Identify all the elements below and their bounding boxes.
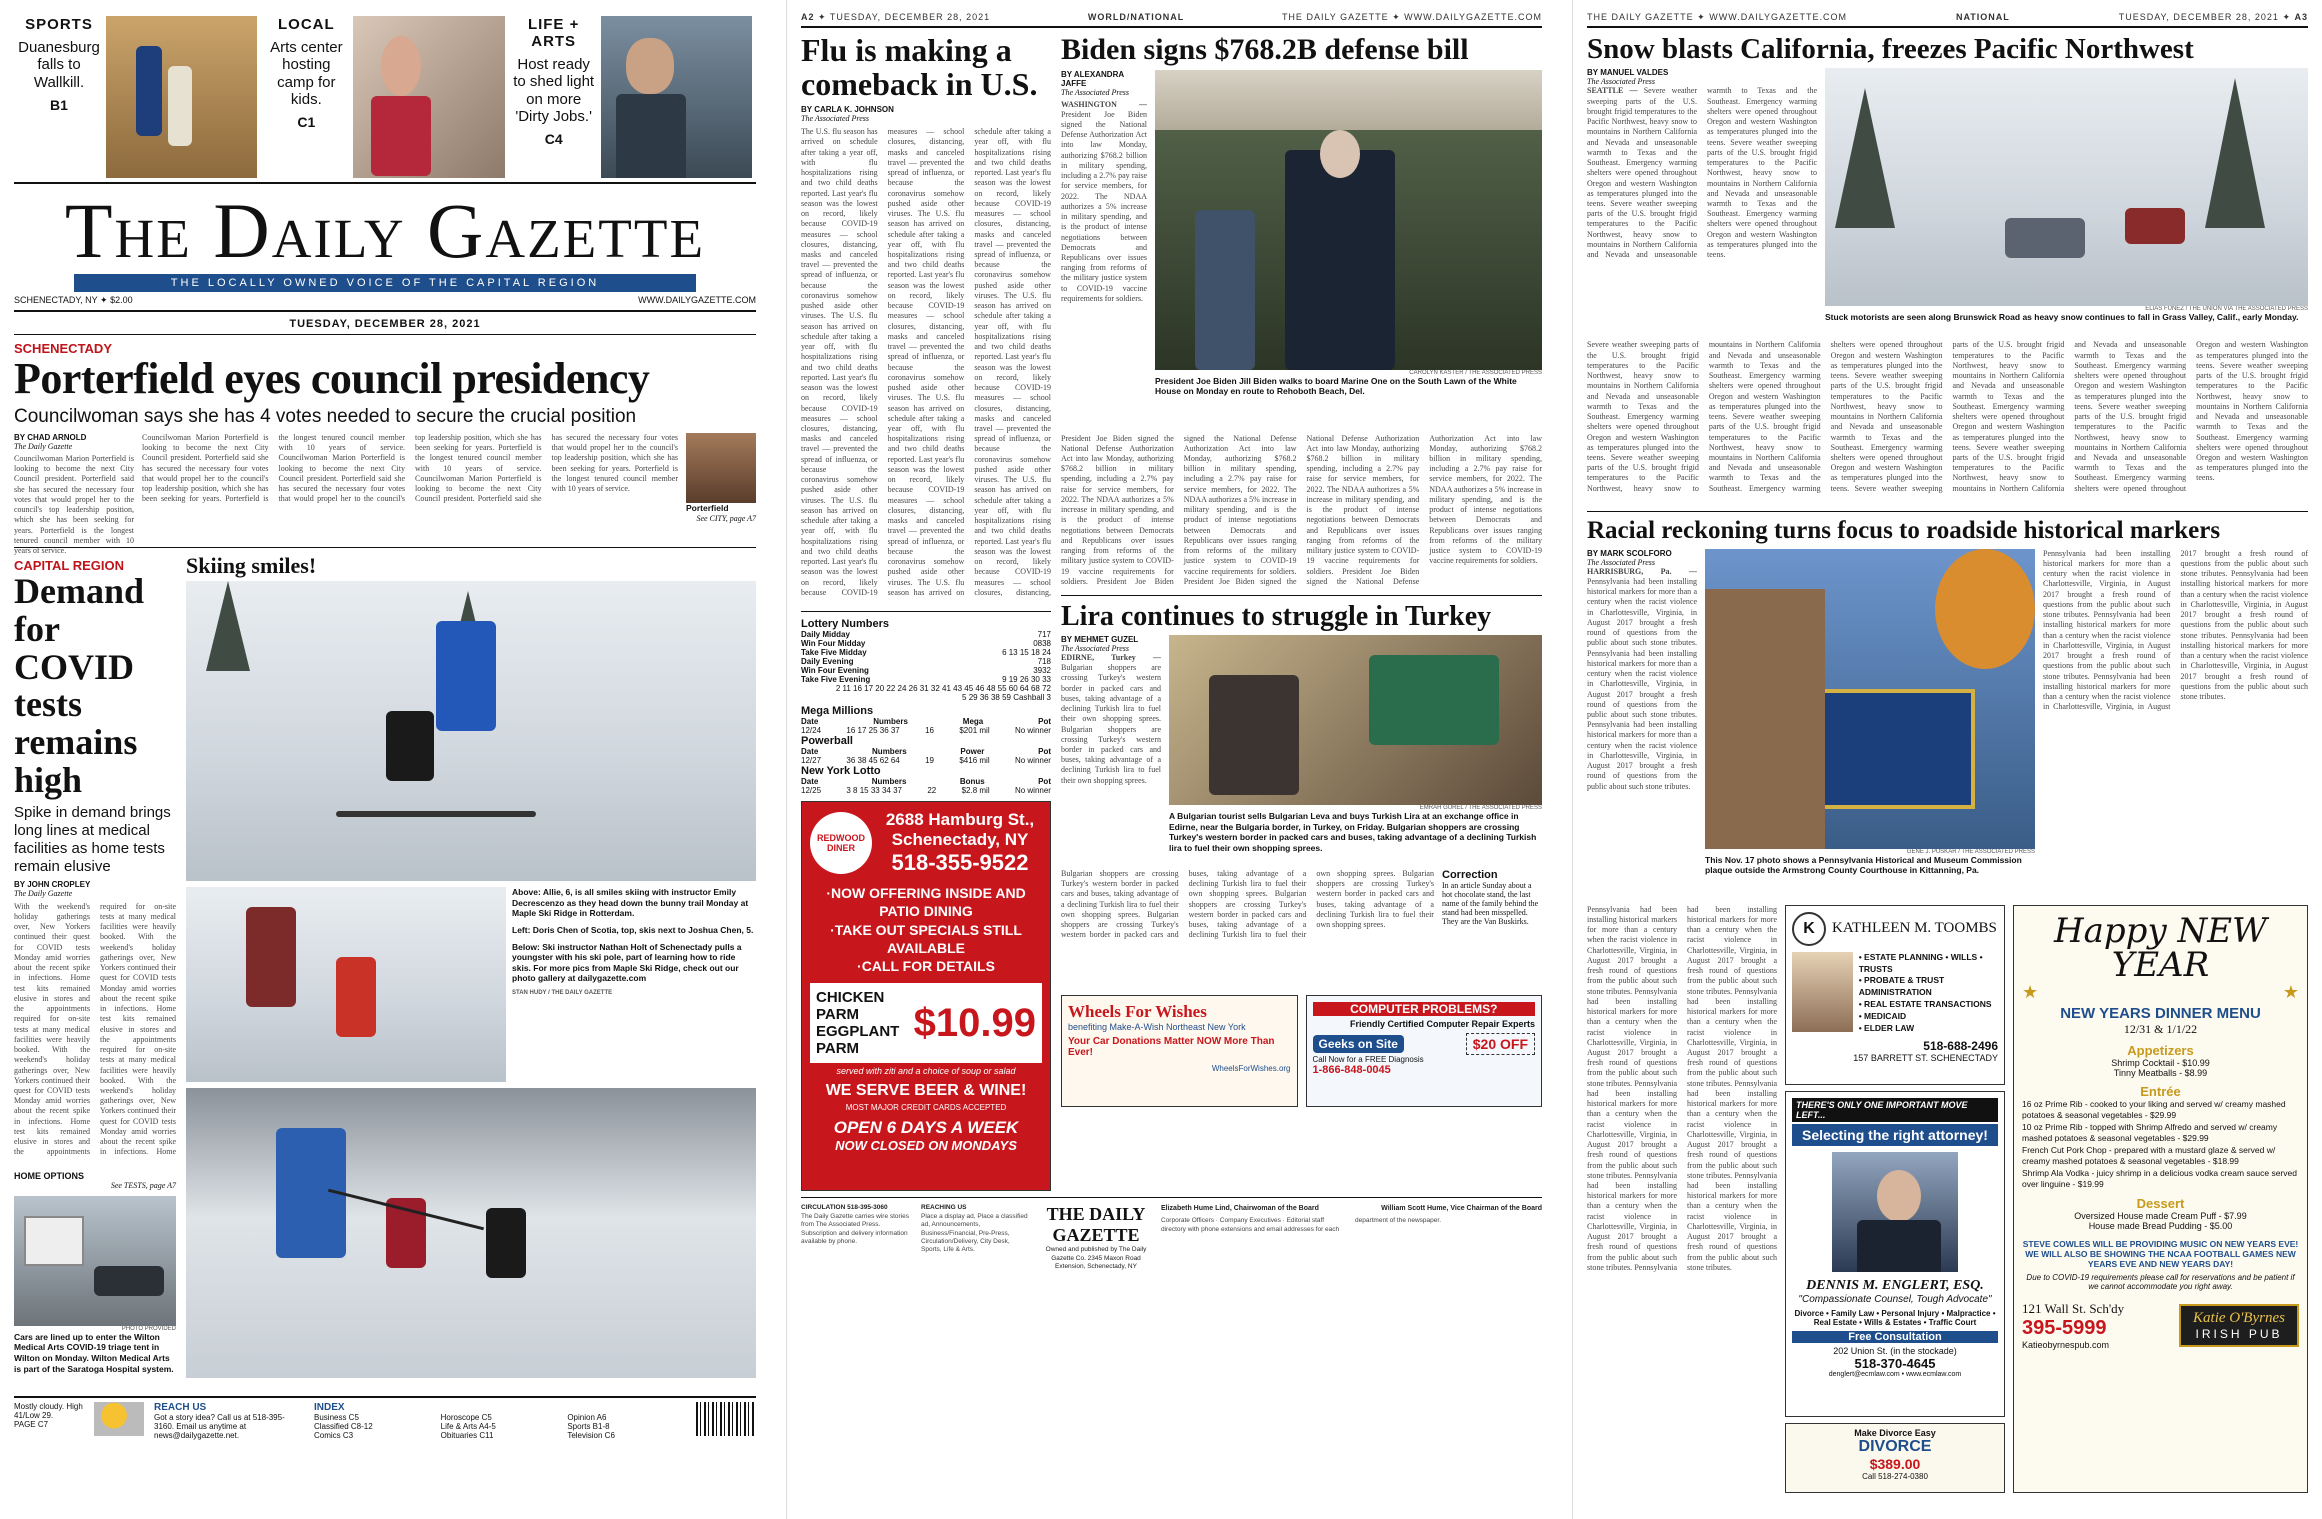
index-item[interactable]: Sports B1-8 bbox=[567, 1421, 610, 1431]
index-item[interactable]: Obituaries C11 bbox=[440, 1430, 494, 1440]
skiing-credit: STAN HUDY / THE DAILY GAZETTE bbox=[512, 990, 613, 997]
redwood-hours: OPEN 6 DAYS A WEEK bbox=[833, 1118, 1019, 1138]
teaser-life-arts[interactable] bbox=[509, 12, 756, 182]
skiing-headline[interactable]: Skiing smiles! bbox=[186, 552, 317, 578]
weather-text: Mostly cloudy. High 41/Low 29. bbox=[14, 1401, 83, 1420]
lottery-box: Lottery Numbers Daily Midday 717 Win Four Midday 0838 Take Five Midday 6 13 15 18 24 Daily Evening 718 Win Four Evening 3932 Take Five Evening 9 19 26 30 33 2 11 16 17 20 22 24 26 31 32 41 43 45 46 48 55 60 64 68 72 5 29 36 38 59 Cashball 3 Mega Millions Date Numbers Mega Pot 12/24 16 17 25 36 37 16 $201 mil No winner Powerball Date Numbers Power Pot 12/27 36 38 45 62 64 19 $416 mil No winner New York Lotto Date Numbers Bonus Pot 12/25 3 8 15 33 34 37 22 $2.8 mil No winner bbox=[801, 618, 1051, 796]
biden-photo-caption: President Joe Biden Jill Biden walks to board Marine One on the South Lawn of the White House on Monday en route to Rehoboth Beach, Del. bbox=[1155, 375, 1517, 397]
defense-body: WASHINGTON — President Joe Biden signed the National Defense Authorization Act into law Monday, authorizing $768.2 billion in military spending, including a 2.7% pay raise for service members, for 2022. The NDAA authorizes a 5% increase in military spending, and is the product of intense negotiations between Democrats and Republicans over issues ranging from reforms of the military justice system to COVID-19 vaccine requirements for soldiers. bbox=[1061, 99, 1147, 303]
teaser-section: LOCAL bbox=[277, 16, 335, 33]
covid-deck: Spike in demand brings long lines at medical facilities as home tests remain elusive bbox=[14, 803, 171, 875]
geeks-on-site-ad[interactable]: COMPUTER PROBLEMS? Friendly Certified Computer Repair Experts Geeks on Site $20 OFF Call Now for a FREE Diagnosis 1-866-848-0045 bbox=[1306, 995, 1543, 1107]
page-folio: THE DAILY GAZETTE ✦ WWW.DAILYGAZETTE.COM NATIONAL TUESDAY, DECEMBER 28, 2021 ✦ A3 bbox=[1587, 12, 2308, 28]
defense-affiliation: The Associated Press bbox=[1061, 87, 1129, 97]
redwood-phone[interactable]: 518-355-9522 bbox=[891, 850, 1029, 876]
headshot-caption: Porterfield bbox=[686, 502, 729, 513]
snow-body-continued: Severe weather sweeping parts of the U.S. brought frigid temperatures to the Pacific Northwest, heavy snow to mountains in Northern California and Nevada and unseasonable warmth to Texas and the Southeast. Emergency warming shelters were opened throughout Oregon and western Washington as temperatures plunged into the teens. Severe weather sweeping parts of the U.S. brought frigid temperatures to the Pacific Northwest, heavy snow to mountains in Northern California and Nevada and unseasonable warmth to Texas and the Southeast. Emergency warming shelters were opened throughout Oregon and western Washington as temperatures plunged into the teens. Severe weather sweeping parts of the U.S. brought frigid temperatures to the Pacific Northwest, heavy snow to mountains in Northern California and Nevada and unseasonable warmth to Texas and the Southeast. Emergency warming shelters were opened throughout Oregon and western Washington as temperatures plunged into the teens. Severe weather sweeping parts of the U.S. brought frigid temperatures to the Pacific Northwest, heavy snow to mountains in Northern California and Nevada and unseasonable warmth to Texas and the Southeast. Emergency warming shelters were opened throughout Oregon and western Washington as temperatures plunged into the teens. Severe weather sweeping parts of the U.S. brought frigid temperatures to the Pacific Northwest, heavy snow to mountains in Northern California and Nevada and unseasonable warmth to Texas and the Southeast. Emergency warming shelters were opened throughout Oregon and western Washington as temperatures plunged into the teens. Severe weather sweeping parts of the U.S. brought frigid temperatures to the Pacific Northwest, heavy snow to mountains in Northern California and Nevada and unseasonable warmth to Texas and the Southeast. Emergency warming shelters were opened throughout Oregon and western Washington as temperatures plunged into the teens. Severe weather sweeping parts of the U.S. brought frigid temperatures to the Pacific Northwest, heavy snow to mountains in Northern California and Nevada and unseasonable warmth to Texas and the Southeast. Emergency warming shelters were opened throughout Oregon and western Washington as temperatures plunged into the teens. Severe weather sweeping parts of the U.S. brought frigid temperatures to the Pacific Northwest, heavy snow to mountains in Northern California and Nevada and unseasonable warmth to Texas and the Southeast. Emergency warming shelters were opened throughout Oregon and western Washington as temperatures plunged into the teens. bbox=[1587, 340, 2308, 493]
page-a3 bbox=[1572, 0, 2322, 1519]
happy-new-year-script: Happy NEW YEAR bbox=[2054, 910, 2267, 985]
historical-marker-photo bbox=[1705, 549, 2035, 849]
porterfield-headshot bbox=[686, 433, 756, 503]
weather-page: PAGE C7 bbox=[14, 1419, 49, 1429]
teaser-page: C4 bbox=[544, 131, 563, 147]
masthead-website[interactable]: WWW.DAILYGAZETTE.COM bbox=[638, 295, 756, 305]
index-title: INDEX bbox=[314, 1401, 345, 1413]
caption-below: Below: Ski instructor Nathan Holt of Schenectady pulls a youngster with his ski pole, part of learning how to ride skis. For more pics from Maple Ski Ridge, check out our photo gallery at dailygazette.com bbox=[512, 941, 742, 984]
lottery-title: Lottery Numbers bbox=[801, 618, 890, 631]
teaser-headline: Arts center hosting camp for kids. bbox=[270, 39, 343, 108]
lead-jump[interactable]: See CITY, page A7 bbox=[696, 513, 756, 523]
lottery-row: Daily Midday 717 bbox=[801, 630, 1051, 640]
footer-strip bbox=[14, 1396, 756, 1440]
index-item[interactable]: Horoscope C5 bbox=[440, 1412, 492, 1422]
markers-headline[interactable]: Racial reckoning turns focus to roadside historical markers bbox=[1587, 517, 2221, 545]
katie-obyrnes-logo: Katie O'Byrnes IRISH PUB bbox=[2179, 1304, 2299, 1347]
redwood-price: $10.99 bbox=[913, 1000, 1036, 1045]
lead-body: Councilwoman Marion Porterfield is looking to become the next City Council president. Porterfield said she has secured the necessary four votes that would propel her to the council's top leadership position, which she has been seeking for years. Porterfield is the longest tenured council member with 10 years of service. bbox=[14, 453, 134, 556]
caption-left: Left: Doris Chen of Scotia, top, skis next to Joshua Chen, 5. bbox=[512, 924, 754, 935]
front-page bbox=[0, 0, 770, 1519]
nylotto-row: 12/25 3 8 15 33 34 37 22 $2.8 mil No winner bbox=[801, 786, 1051, 796]
flu-affiliation: The Associated Press bbox=[801, 114, 869, 124]
redwood-cards: MOST MAJOR CREDIT CARDS ACCEPTED bbox=[845, 1103, 1007, 1113]
circulation-title: CIRCULATION 518-395-3060 bbox=[801, 1204, 888, 1212]
redwood-address: 2688 Hamburg St., Schenectady, NY bbox=[885, 810, 1035, 850]
mega-row: 12/24 16 17 25 36 37 16 $201 mil No winner bbox=[801, 726, 1051, 736]
markers-body-continued: Pennsylvania had been installing historical markers for more than a century when the racist violence in Charlottesville, Virginia, in August 2017 brought a fresh round of questions from the public about such stone tributes. Pennsylvania had been installing historical markers for more than a century when the racist violence in Charlottesville, Virginia, in August 2017 brought a fresh round of questions from the public about such stone tributes. Pennsylvania had been installing historical markers for more than a century when the racist violence in Charlottesville, Virginia, in August 2017 brought a fresh round of questions from the public about such stone tributes. Pennsylvania had been installing historical markers for more than a century when the racist violence in Charlottesville, Virginia, in August 2017 brought a fresh round of questions from the public about such stone tributes. Pennsylvania had been installing historical markers for more than a century when the racist violence in Charlottesville, Virginia, in August 2017 brought a fresh round of questions from the public about such stone tributes. Pennsylvania had been installing historical markers for more than a century when the racist violence in Charlottesville, Virginia, in August 2017 brought a fresh round of questions from the public about such stone tributes. Pennsylvania had been installing historical markers for more than a century when the racist violence in Charlottesville, Virginia, in August 2017 brought a fresh round of questions from the public about such stone tributes. Pennsylvania had been installing historical markers for more than a century when the racist violence in Charlottesville, Virginia, in August 2017 brought a fresh round of questions from the public about such stone tributes. bbox=[1587, 904, 1777, 1272]
defense-body-continued: President Joe Biden signed the National Defense Authorization Act into law Monday, authorizing $768.2 billion in military spending, including a 2.7% pay raise for service members, for 2022. The NDAA authorizes a 5% increase in military spending, and is the product of intense negotiations between Democrats and Republicans over issues ranging from reforms of the military justice system to COVID-19 vaccine requirements for soldiers. President Joe Biden signed the National Defense Authorization Act into law Monday, authorizing $768.2 billion in military spending, including a 2.7% pay raise for service members, for 2022. The NDAA authorizes a 5% increase in military spending, and is the product of intense negotiations between Democrats and Republicans over issues ranging from reforms of the military justice system to COVID-19 vaccine requirements for soldiers. President Joe Biden signed the National Defense Authorization Act into law Monday, authorizing $768.2 billion in military spending, including a 2.7% pay raise for service members, for 2022. The NDAA authorizes a 5% increase in military spending, and is the product of intense negotiations between Democrats and Republicans over issues ranging from reforms of the military justice system to COVID-19 vaccine requirements for soldiers. President Joe Biden signed the National Defense Authorization Act into law Monday, authorizing $768.2 billion in military spending, including a 2.7% pay raise for service members, for 2022. The NDAA authorizes a 5% increase in military spending, and is the product of intense negotiations between Democrats and Republicans over issues ranging from reforms of the military justice system to COVID-19 vaccine requirements for soldiers. bbox=[1061, 433, 1542, 586]
lira-affiliation: The Associated Press bbox=[1061, 643, 1129, 653]
redwood-offerings: ·NOW OFFERING INSIDE AND PATIO DINING ·TAKE OUT SPECIALS STILL AVAILABLE ·CALL FOR DETAILS bbox=[826, 885, 1026, 974]
teaser-sports[interactable] bbox=[14, 12, 261, 182]
index-item[interactable]: Opinion A6 bbox=[567, 1412, 607, 1422]
folio-section: WORLD/NATIONAL bbox=[1087, 12, 1185, 22]
issue-date: TUESDAY, DECEMBER 28, 2021 bbox=[14, 318, 756, 335]
weather-box bbox=[14, 1402, 84, 1440]
snow-affiliation: The Associated Press bbox=[1587, 77, 1655, 87]
lead-headline[interactable]: Porterfield eyes council presidency bbox=[14, 354, 650, 403]
lottery-header-row: Date Numbers Bonus Pot bbox=[801, 777, 1051, 787]
lottery-row: Take Five Midday 6 13 15 18 24 bbox=[801, 648, 1051, 658]
caption-above: Above: Allie, 6, is all smiles skiing with instructor Emily Decrescenzo as they head down the bunny trail Monday at Maple Ski Ridge in Rotterdam. bbox=[512, 887, 749, 919]
lottery-row: Daily Evening 718 bbox=[801, 657, 1051, 667]
folio-site[interactable]: THE DAILY GAZETTE ✦ WWW.DAILYGAZETTE.COM bbox=[1281, 12, 1542, 22]
arts-camp-photo bbox=[353, 16, 504, 178]
covid-affiliation: The Daily Gazette bbox=[14, 888, 73, 898]
index-item[interactable]: Comics C3 bbox=[314, 1430, 354, 1440]
newspaper-name[interactable]: The Daily Gazette bbox=[64, 187, 706, 274]
redwood-diner-ad[interactable] bbox=[801, 801, 1051, 1191]
toombs-law-ad[interactable]: K KATHLEEN M. TOOMBS • ESTATE PLANNING • WILLS • TRUSTS • PROBATE & TRUST ADMINISTRATION • REAL ESTATE TRANSACTIONS • MEDICAID • ELDER LAW 518-688-2496 157 BARRETT ST. SCHENECTADY bbox=[1785, 905, 2005, 1085]
englert-portrait bbox=[1832, 1152, 1958, 1272]
snow-body: SEATTLE — Severe weather sweeping parts of the U.S. brought frigid temperatures to the Pacific Northwest, heavy snow to mountains in Northern California and Nevada and unseasonable warmth to Texas and the Southeast. Emergency warming shelters were opened throughout Oregon and western Washington as temperatures plunged into the teens. Severe weather sweeping parts of the U.S. brought frigid temperatures to the Pacific Northwest, heavy snow to mountains in Northern California and Nevada and unseasonable warmth to Texas and the Southeast. Emergency warming shelters were opened throughout Oregon and western Washington as temperatures plunged into the teens. Severe weather sweeping parts of the U.S. brought frigid temperatures to the Pacific Northwest, heavy snow to mountains in Northern California and Nevada and unseasonable warmth to Texas and the Southeast. Emergency warming shelters were opened throughout Oregon and western Washington as temperatures plunged into the teens. bbox=[1587, 86, 1817, 260]
lira-photo-caption: A Bulgarian tourist sells Bulgarian Leva and buys Turkish Lira at an exchange office in Edirne, near the Bulgaria border, in Turkey, on Friday. Bulgarian shoppers are crossing Turkey's western border in packed cars and buses, taking advantage of a declining Turkish lira to fuel their own shopping sprees. bbox=[1169, 810, 1537, 853]
barcode-icon bbox=[696, 1402, 756, 1436]
lead-deck: Councilwoman says she has 4 votes needed to secure the crucial position bbox=[14, 406, 637, 428]
teaser-local[interactable] bbox=[261, 12, 508, 182]
redwood-closed: NOW CLOSED ON MONDAYS bbox=[835, 1138, 1017, 1154]
markers-body-right: Pennsylvania had been installing historical markers for more than a century when the racist violence in Charlottesville, Virginia, in August 2017 brought a fresh round of questions from the public about such stone tributes. Pennsylvania had been installing historical markers for more than a century when the racist violence in Charlottesville, Virginia, in August 2017 brought a fresh round of questions from the public about such stone tributes. Pennsylvania had been installing historical markers for more than a century when the racist violence in Charlottesville, Virginia, in August 2017 brought a fresh round of questions from the public about such stone tributes. Pennsylvania had been installing historical markers for more than a century when the racist violence in Charlottesville, Virginia, in August 2017 brought a fresh round of questions from the public about such stone tributes. Pennsylvania had been installing historical markers for more than a century when the racist violence in Charlottesville, Virginia, in August 2017 brought a fresh round of questions from the public about such stone tributes. bbox=[2043, 548, 2308, 712]
vice-chairman-line: William Scott Hume, Vice Chairman of the Board bbox=[1381, 1205, 1542, 1213]
covid-kicker: CAPITAL REGION bbox=[14, 557, 125, 573]
snow-story bbox=[1587, 34, 2308, 505]
chairman-line: Elizabeth Hume Lind, Chairwoman of the Board bbox=[1161, 1205, 1319, 1213]
teaser-strip bbox=[14, 12, 756, 184]
powerball-row: 12/27 36 38 45 62 64 19 $416 mil No winner bbox=[801, 756, 1051, 766]
toombs-portrait bbox=[1792, 952, 1853, 1032]
masthead bbox=[14, 187, 756, 312]
lead-affiliation: The Daily Gazette bbox=[14, 441, 73, 451]
snow-headline[interactable]: Snow blasts California, freezes Pacific Northwest bbox=[1587, 33, 2194, 65]
index-item[interactable]: Television C6 bbox=[567, 1430, 615, 1440]
covid-jump[interactable]: See TESTS, page A7 bbox=[110, 1180, 176, 1190]
teaser-headline: Duanesburg falls to Wallkill. bbox=[18, 39, 100, 91]
index-box bbox=[314, 1402, 686, 1440]
covid-subhead: HOME OPTIONS bbox=[14, 1170, 85, 1181]
lead-kicker: SCHENECTADY bbox=[14, 341, 112, 356]
defense-byline: BY ALEXANDRA JAFFE bbox=[1061, 69, 1124, 88]
redwood-beer: WE SERVE BEER & WINE! bbox=[825, 1082, 1027, 1100]
lira-exchange-photo bbox=[1169, 635, 1542, 805]
reach-us-title: REACH US bbox=[154, 1401, 207, 1413]
teaser-section: LIFE + ARTS bbox=[527, 16, 580, 50]
page-folio: A2 ✦ TUESDAY, DECEMBER 28, 2021 WORLD/NATIONAL THE DAILY GAZETTE ✦ WWW.DAILYGAZETTE.COM bbox=[801, 12, 1542, 28]
markers-body: HARRISBURG, Pa. — Pennsylvania had been installing historical markers for more than a century when the racist violence in Charlottesville, Virginia, in August 2017 brought a fresh round of questions from the public about such stone tributes. Pennsylvania had been installing historical markers for more than a century when the racist violence in Charlottesville, Virginia, in August 2017 brought a fresh round of questions from the public about such stone tributes. Pennsylvania had been installing historical markers for more than a century when the racist violence in Charlottesville, Virginia, in August 2017 brought a fresh round of questions from the public about such stone tributes. bbox=[1587, 566, 1697, 791]
redwood-served: served with ziti and a choice of soup or salad bbox=[836, 1066, 1016, 1077]
gazette-logo: THE DAILY GAZETTE bbox=[1046, 1204, 1146, 1246]
lottery-row: Win Four Evening 3932 bbox=[801, 666, 1051, 676]
defense-headline[interactable]: Biden signs $768.2B defense bill bbox=[1061, 33, 1469, 66]
lira-photo-credit: EMRAH GUREL / THE ASSOCIATED PRESS bbox=[1419, 804, 1542, 811]
lottery-header-row: Date Numbers Power Pot bbox=[801, 747, 1051, 757]
cash4life: 5 29 36 38 59 Cashball 3 bbox=[962, 693, 1051, 703]
snow-photo-credit: ELIAS FUNEZ / THE UNION VIA THE ASSOCIATED PRESS bbox=[2145, 306, 2308, 313]
basketball-photo bbox=[106, 16, 257, 178]
ski-instructor-photo bbox=[186, 581, 756, 881]
staff-box: CIRCULATION 518-395-3060 The Daily Gazette carries wire stories from The Associated Press. Subscription and delivery information available by phone. REACHING US Place a display ad, Place a classified ad, Announcements, Business/Financial, Pre-Press, Circulation/Delivery, City Desk, Sports, Life & Arts. THE DAILY GAZETTE Owned and published by The Daily Gazette Co. 2345 Maxon Road Extension, Schenectady, NY Elizabeth Hume Lind, Chairwoman of the Board William Scott Hume, Vice Chairman of the Board Corporate Officers · Company Executives · Editorial staff directory with phone extensions and email addresses for each department of the newspaper. bbox=[801, 1204, 1542, 1271]
snow-road-photo bbox=[1825, 68, 2308, 306]
redwood-dish: CHICKEN PARM EGGPLANT PARM bbox=[816, 989, 900, 1058]
correction-box: Correction In an article Sunday about a hot chocolate stand, the last name of the family behind the stand had been misspelled. They are the Van Buskirks. bbox=[1442, 868, 1539, 926]
biden-photo bbox=[1155, 70, 1542, 370]
right-column-a2 bbox=[1061, 34, 1542, 1191]
reach-us-text[interactable]: Got a story idea? Call us at 518-395-3160. Email us anytime at news@dailygazette.net. bbox=[154, 1412, 285, 1440]
star-icons: ★ ★ bbox=[2022, 981, 2299, 1002]
lead-story bbox=[14, 341, 756, 556]
doris-chen-photo bbox=[186, 887, 506, 1082]
flu-body: The U.S. flu season has arrived on schedule after taking a year off, with flu hospitalizations rising and two child deaths reported. Last year's flu season was the lowest on record, likely because COVID-19 measures — school closures, distancing, masks and canceled travel — prevented the spread of influenza, or because the coronavirus somehow pushed aside other viruses. The U.S. flu season has arrived on schedule after taking a year off, with flu hospitalizations rising and two child deaths reported. Last year's flu season was the lowest on record, likely because COVID-19 measures — school closures, distancing, masks and canceled travel — prevented the spread of influenza, or because the coronavirus somehow pushed aside other viruses. The U.S. flu season has arrived on schedule after taking a year off, with flu hospitalizations rising and two child deaths reported. Last year's flu season was the lowest on record, likely because COVID-19 measures — school closures, distancing, masks and canceled travel — prevented the spread of influenza, or because the coronavirus somehow pushed aside other viruses. The U.S. flu season has arrived on schedule after taking a year off, with flu hospitalizations rising and two child deaths reported. Last year's flu season was the lowest on record, likely because COVID-19 measures — school closures, distancing, masks and canceled travel — prevented the spread of influenza, or because the coronavirus somehow pushed aside other viruses. The U.S. flu season has arrived on schedule after taking a year off, with flu hospitalizations rising and two child deaths reported. Last year's flu season was the lowest on record, likely because COVID-19 measures — school closures, distancing, masks and canceled travel — prevented the spread of influenza, or because the coronavirus somehow pushed aside other viruses. The U.S. flu season has arrived on schedule after taking a year off, with flu hospitalizations rising and two child deaths reported. Last year's flu season was the lowest on record, likely because COVID-19 measures — school closures, distancing, masks and canceled travel — prevented the spread of influenza, or because the coronavirus somehow pushed aside other viruses. The U.S. flu season has arrived on schedule after taking a year off, with flu hospitalizations rising and two child deaths reported. Last year's flu season was the lowest on record, likely because COVID-19 measures — school closures, distancing, masks and canceled travel — prevented the spread of influenza, or because the coronavirus somehow pushed aside other viruses. The U.S. flu season has arrived on schedule after taking a year off, with flu hospitalizations rising and two child deaths reported. Last year's flu season was the lowest on record, likely because COVID-19 measures — school closures, distancing, bbox=[801, 127, 1051, 597]
wheels-for-wishes-ad[interactable]: Wheels For Wishes benefiting Make-A-Wish Northeast New York Your Car Donations Matter NOW More Than Ever! WheelsForWishes.org bbox=[1061, 995, 1298, 1107]
toombs-logo-icon: K bbox=[1792, 912, 1826, 946]
snow-byline: BY MANUEL VALDES bbox=[1587, 68, 1669, 78]
index-item[interactable]: Life & Arts A4-5 bbox=[440, 1421, 496, 1431]
teaser-page: C1 bbox=[297, 114, 316, 130]
markers-story bbox=[1587, 518, 2308, 898]
flu-story bbox=[801, 34, 1051, 1191]
divorce-ad[interactable]: Make Divorce Easy DIVORCE $389.00 Call 518-274-0380 bbox=[1785, 1423, 2005, 1493]
covid-headline[interactable]: Demand for COVID tests remains high bbox=[14, 570, 145, 800]
markers-affiliation: The Associated Press bbox=[1587, 557, 1655, 567]
covid-body: With the weekend's holiday gatherings over, New Yorkers continued their quest for COVID tests Monday amid worries about the recent spike in infections. Home test kits remained elusive in stores and the appointments required for on-site tests at many medical facilities were heavily booked. With the weekend's holiday gatherings over, New Yorkers continued their quest for COVID tests Monday amid worries about the recent spike in infections. Home test kits remained elusive in stores and the appointments required for on-site tests at many medical facilities were heavily booked. With the weekend's holiday gatherings over, New Yorkers continued their quest for COVID tests Monday amid worries about the recent spike in infections. Home test kits remained elusive in stores and the appointments required for on-site tests at many medical facilities were heavily booked. With the weekend's holiday gatherings over, New Yorkers continued their quest for COVID tests Monday amid worries about the recent spike in infections. Home bbox=[14, 901, 176, 1157]
lead-byline: BY CHAD ARNOLD bbox=[14, 432, 87, 442]
skiing-feature bbox=[186, 554, 756, 1392]
snow-photo-caption: Stuck motorists are seen along Brunswick Road as heavy snow continues to fall in Grass Valley, Calif., early Monday. bbox=[1825, 312, 2299, 323]
covid-photo-caption: Cars are lined up to enter the Wilton Medical Arts COVID-19 triage tent in Wilton on Monday. Wilton Medical Arts is part of the Saratoga Hospital system. bbox=[14, 1331, 174, 1374]
pick10: 2 11 16 17 20 22 24 26 31 32 41 43 45 46 48 55 60 64 68 72 bbox=[835, 684, 1051, 694]
covid-story bbox=[14, 554, 176, 1392]
ski-pole-photo bbox=[186, 1088, 756, 1378]
page-a2 bbox=[786, 0, 1556, 1519]
reach-us bbox=[154, 1402, 304, 1440]
covid-photo-credit: PHOTO PROVIDED bbox=[121, 1325, 176, 1332]
markers-photo-caption: This Nov. 17 photo shows a Pennsylvania Historical and Museum Commission plaque outside the Armstrong County Courthouse in Kittanning, Pa. bbox=[1705, 854, 2022, 876]
flu-headline[interactable]: Flu is making a comeback in U.S. bbox=[801, 32, 1038, 102]
lottery-header-row: Date Numbers Mega Pot bbox=[801, 717, 1051, 727]
lead-body-continued: Councilwoman Marion Porterfield is looking to become the next City Council president. Porterfield said she has secured the necessary four votes that would propel her to the council's top leadership position, which she has been seeking for years. Porterfield is the longest tenured council member with 10 years of service. Councilwoman Marion Porterfield is looking to become the next City Council president. Porterfield said she has secured the necessary four votes that would propel her to the council's top leadership position, which she has been seeking for years. Porterfield is the longest tenured council member with 10 years of service. Councilwoman Marion Porterfield is looking to become the next City Council president. Porterfield said she has secured the necessary four votes that would propel her to the council's top leadership position, which she has been seeking for years. Porterfield is the longest tenured council member with 10 years of service. bbox=[142, 432, 678, 504]
redwood-logo-icon: REDWOOD DINER bbox=[810, 812, 872, 874]
partly-cloudy-icon bbox=[94, 1402, 144, 1436]
index-item[interactable]: Business C5 bbox=[314, 1412, 359, 1422]
folio-site[interactable]: THE DAILY GAZETTE ✦ WWW.DAILYGAZETTE.COM bbox=[1587, 12, 1848, 22]
lira-body: EDIRNE, Turkey — Bulgarian shoppers are crossing Turkey's western border in packed cars and buses, taking advantage of a declining Turkish lira to fuel their own shopping sprees. Bulgarian shoppers are crossing Turkey's western border in packed cars and buses, taking advantage of a declining Turkish lira to fuel their own shopping sprees. bbox=[1061, 652, 1161, 785]
teaser-section: SPORTS bbox=[25, 16, 93, 33]
host-portrait-photo bbox=[601, 16, 752, 178]
lira-body-continued: Bulgarian shoppers are crossing Turkey's western border in packed cars and buses, taking advantage of a declining Turkish lira to fuel their own shopping sprees. Bulgarian shoppers are crossing Turkey's western border in packed cars and buses, taking advantage of a declining Turkish lira to fuel their own shopping sprees. Bulgarian shoppers are crossing Turkey's western border in packed cars and buses, taking advantage of a declining Turkish lira to fuel their own shopping sprees. Bulgarian shoppers are crossing Turkey's western border in packed cars and buses, taking advantage of a declining Turkish lira to fuel their own shopping sprees. bbox=[1061, 868, 1434, 940]
masthead-tagline: THE LOCALLY OWNED VOICE OF THE CAPITAL REGION bbox=[74, 274, 696, 292]
englert-law-ad[interactable]: THERE'S ONLY ONE IMPORTANT MOVE LEFT... Selecting the right attorney! DENNIS M. ENGLERT, ESQ. "Compassionate Counsel, Tough Advocate" Divorce • Family Law • Personal Injury • Malpractice • Real Estate • Wills & Estates • Traffic Court Free Consultation 202 Union St. (in the stockade) 518-370-4645 denglert@ecmlaw.com • www.ecmlaw.com bbox=[1785, 1091, 2005, 1417]
markers-photo-credit: GENE J. PUSKAR / THE ASSOCIATED PRESS bbox=[1906, 848, 2035, 855]
reaching-us-title: REACHING US bbox=[921, 1204, 967, 1212]
lira-byline: BY MEHMET GUZEL bbox=[1061, 634, 1139, 644]
covid-byline: BY JOHN CROPLEY bbox=[14, 879, 91, 889]
teaser-headline: Host ready to shed light on more 'Dirty Jobs.' bbox=[513, 56, 595, 125]
flu-byline: BY CARLA K. JOHNSON bbox=[801, 105, 894, 115]
teaser-page: B1 bbox=[50, 96, 68, 113]
lottery-row: Take Five Evening 9 19 26 30 33 bbox=[801, 675, 1051, 685]
biden-photo-credit: CAROLYN KASTER / THE ASSOCIATED PRESS bbox=[1409, 369, 1542, 376]
folio-section: NATIONAL bbox=[1955, 12, 2010, 22]
lottery-row: Win Four Midday 0838 bbox=[801, 639, 1051, 649]
lira-headline[interactable]: Lira continues to struggle in Turkey bbox=[1061, 600, 1492, 632]
covid-triage-photo bbox=[14, 1196, 176, 1326]
markers-byline: BY MARK SCOLFORO bbox=[1587, 548, 1672, 558]
index-item[interactable]: Classified C8-12 bbox=[314, 1421, 373, 1431]
katie-obyrnes-ad[interactable]: Happy NEW YEAR ★ ★ NEW YEARS DINNER MENU 12/31 & 1/1/22 Appetizers Shrimp Cocktail - $10.99 Tinny Meatballs - $8.99 Entrée 16 oz Prime Rib - cooked to your liking and served w/ creamy mashed potatoes & seasonal vegetables - $29.99 10 oz Prime Rib - topped with Shrimp Alfredo and served w/ creamy mashed potatoes & seasonal vegetables - $29.99 French Cut Pork Chop - prepared with a mustard glaze & served w/ creamy mashed potatoes & seasonal vegetables - $18.99 Shrimp Ala Vodka - juicy shrimp in a delicious vodka cream sauce served over linguine - $19.99 Dessert Oversized House made Cream Puff - $7.99 House made Bread Pudding - $5.00 STEVE COWLES WILL BE PROVIDING MUSIC ON NEW YEARS EVE! WE WILL ALSO BE SHOWING THE NCAA FOOTBALL GAMES NEW YEARS EVE AND NEW YEARS DAY! Due to COVID-19 requirements please call for reservations and be patient if we cannot accommodate you right away. 121 Wall St. Sch'dy 395-5999 Katieobyrnespub.com Katie O'Byrnes IRISH PUB bbox=[2013, 905, 2308, 1493]
masthead-location-price: SCHENECTADY, NY ✦ $2.00 bbox=[14, 295, 133, 305]
